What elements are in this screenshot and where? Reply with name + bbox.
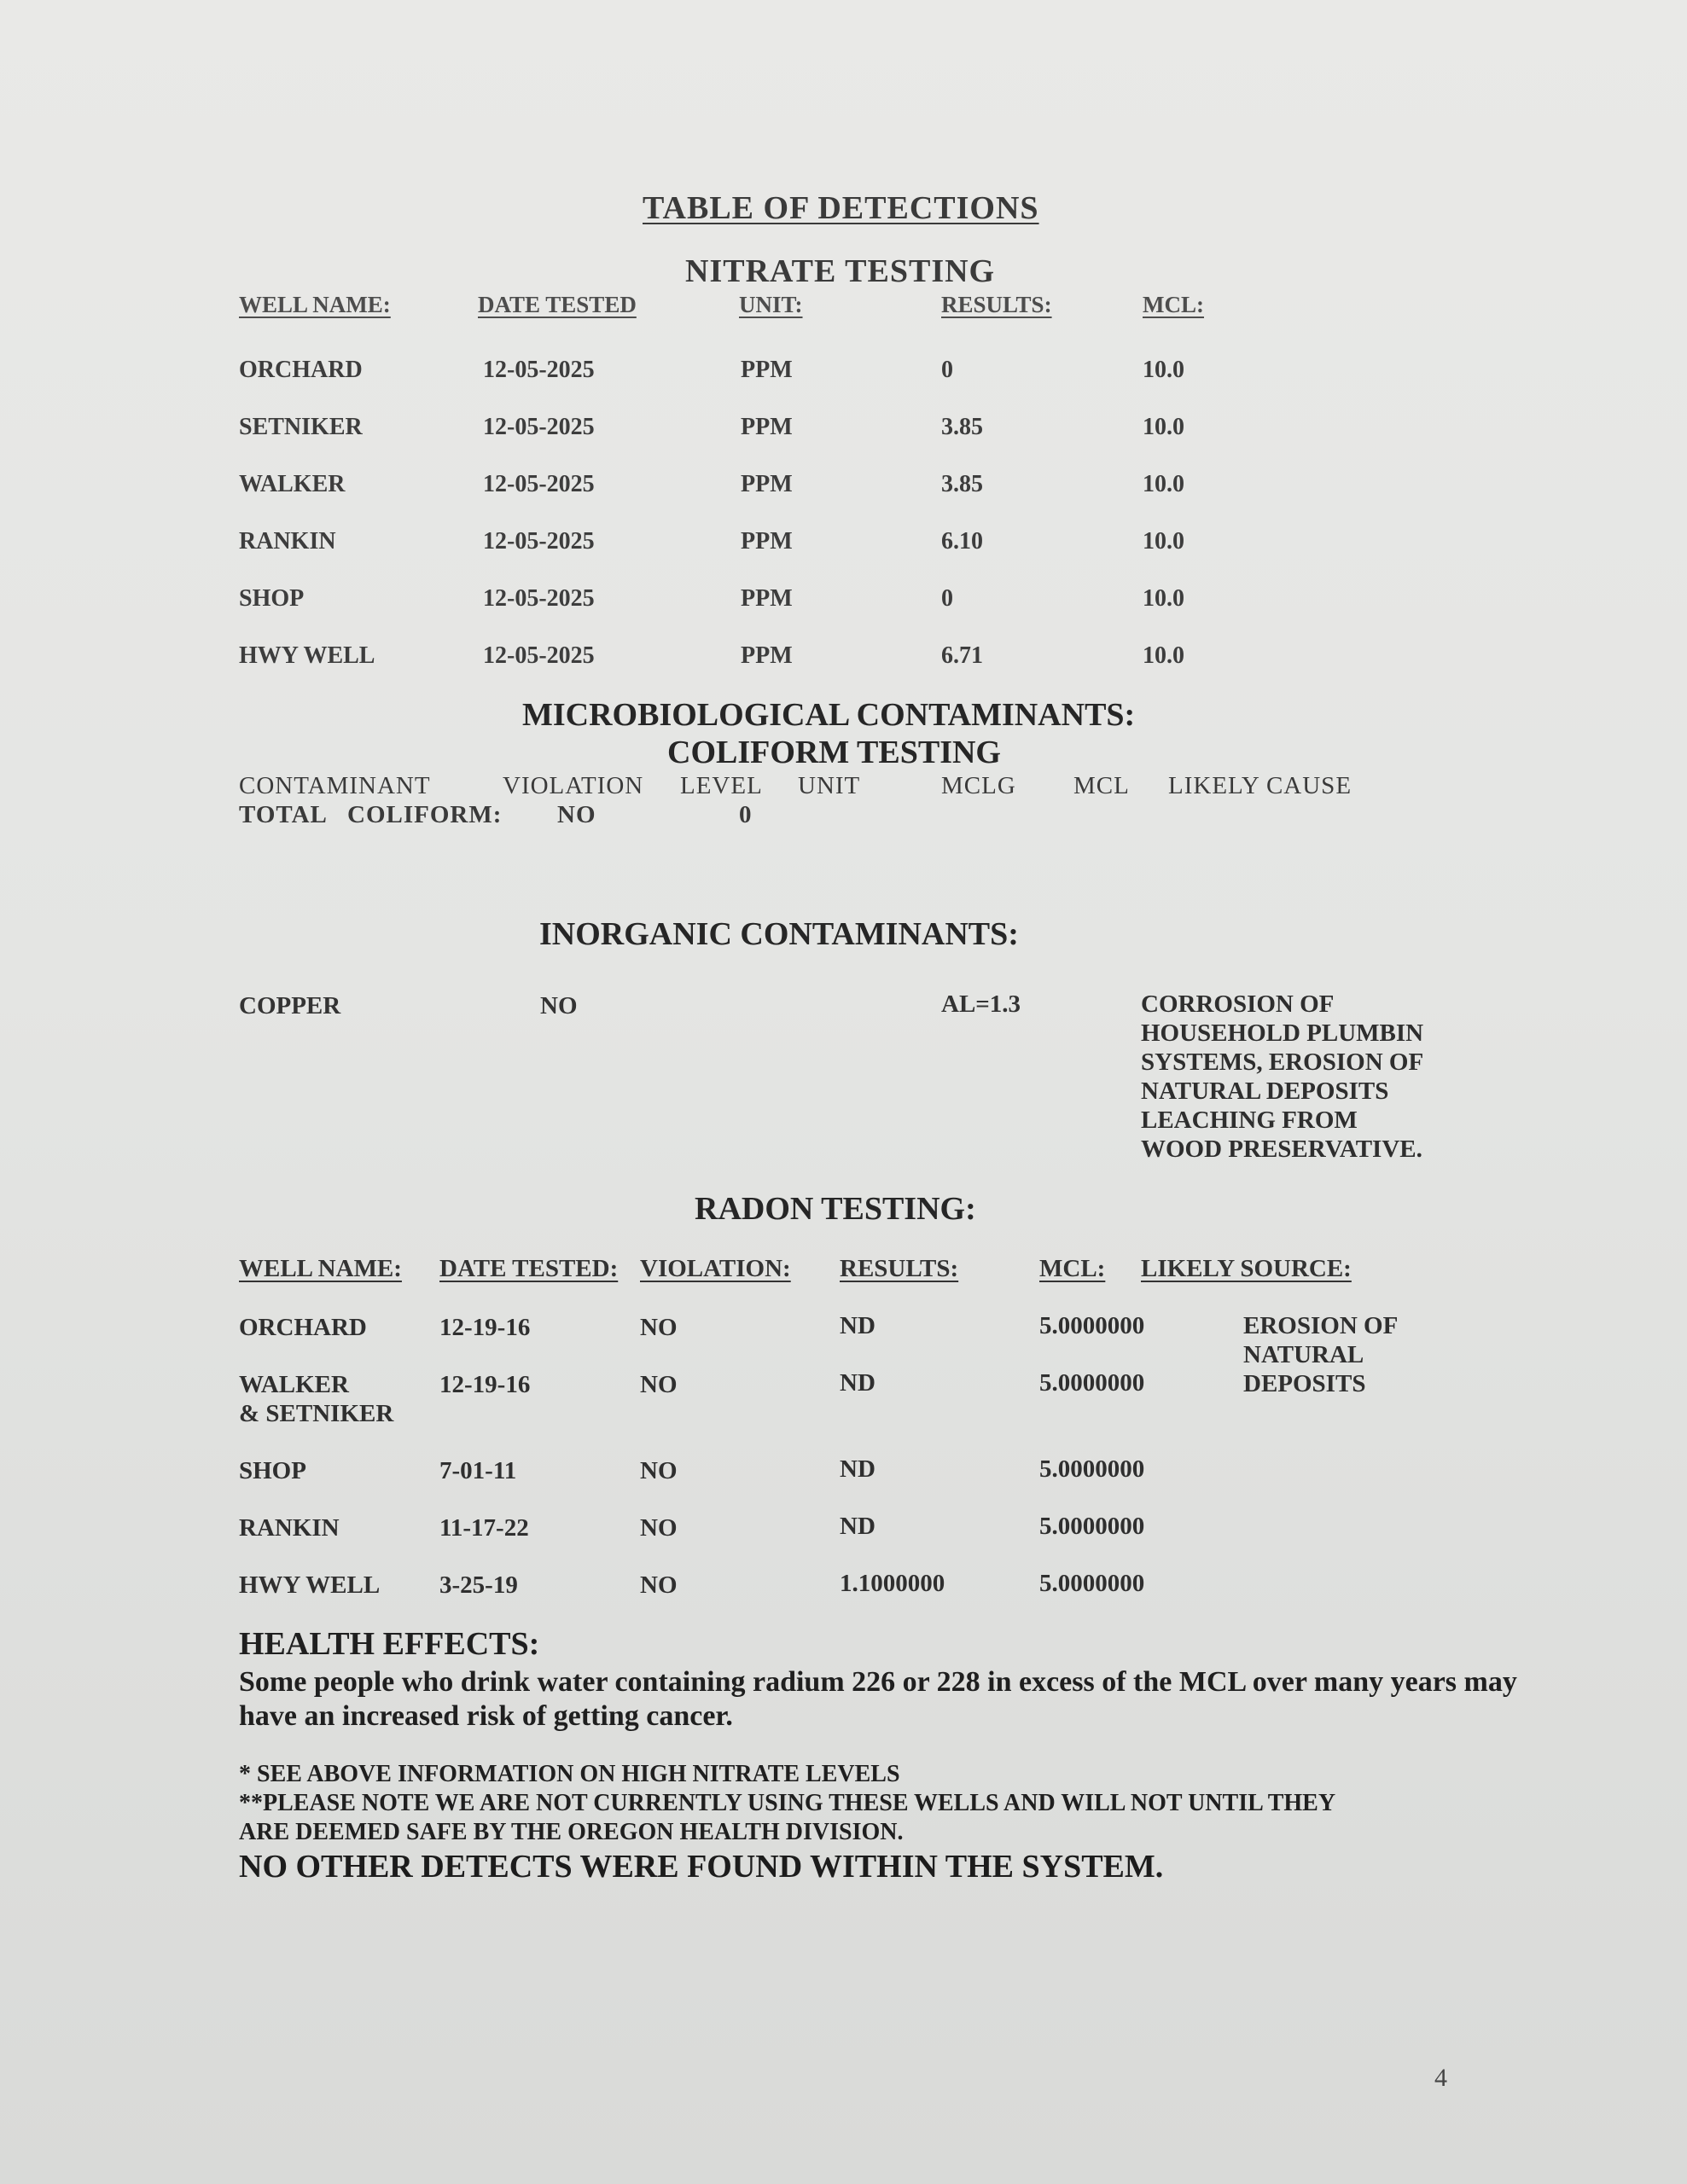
nitrate-note: * SEE ABOVE INFORMATION ON HIGH NITRATE LEVELS bbox=[239, 1761, 900, 1787]
well-name: ORCHARD bbox=[239, 357, 363, 383]
unit: PPM bbox=[741, 528, 793, 555]
well-name: HWY WELL bbox=[239, 642, 375, 669]
unit: PPM bbox=[741, 642, 793, 669]
coliform-col-level: LEVEL bbox=[680, 772, 763, 799]
mcl: 10.0 bbox=[1143, 471, 1184, 497]
result: 3.85 bbox=[941, 471, 983, 497]
cause-line: SYSTEMS, EROSION OF bbox=[1141, 1048, 1424, 1076]
violation: NO bbox=[640, 1514, 678, 1542]
copper-action-level: AL=1.3 bbox=[941, 990, 1021, 1018]
radon-likely-source bbox=[1243, 1311, 1398, 1398]
cause-line: CORROSION OF bbox=[1141, 990, 1335, 1018]
radon-col-mcl: MCL: bbox=[1039, 1255, 1106, 1282]
unit: PPM bbox=[741, 585, 793, 612]
date-tested: 12-05-2025 bbox=[483, 471, 595, 497]
result: 3.85 bbox=[941, 414, 983, 440]
unit: PPM bbox=[741, 471, 793, 497]
date-tested: 12-05-2025 bbox=[483, 357, 595, 383]
radon-col-date: DATE TESTED: bbox=[439, 1255, 619, 1282]
coliform-violation: NO bbox=[557, 801, 596, 828]
well-name: ORCHARD bbox=[239, 1314, 367, 1341]
date-tested: 12-05-2025 bbox=[483, 642, 595, 669]
unit: PPM bbox=[741, 414, 793, 440]
cause-line: NATURAL DEPOSITS bbox=[1141, 1077, 1389, 1105]
cause-line: LEACHING FROM bbox=[1141, 1107, 1358, 1134]
result: 6.10 bbox=[941, 528, 983, 555]
well-name: SHOP bbox=[239, 1457, 306, 1484]
no-other-detects: NO OTHER DETECTS WERE FOUND WITHIN THE SYSTEM. bbox=[239, 1849, 1164, 1885]
unit: PPM bbox=[741, 357, 793, 383]
radon-col-well: WELL NAME: bbox=[239, 1255, 402, 1282]
coliform-col-mcl: MCL bbox=[1073, 772, 1130, 799]
copper-likely-cause bbox=[1141, 990, 1448, 1164]
mcl: 5.0000000 bbox=[1039, 1455, 1145, 1483]
wells-note-continued: ARE DEEMED SAFE BY THE OREGON HEALTH DIVISION. bbox=[239, 1819, 904, 1845]
coliform-col-violation: VIOLATION bbox=[503, 772, 644, 799]
nitrate-col-date: DATE TESTED bbox=[478, 292, 637, 317]
radon-heading: RADON TESTING: bbox=[695, 1191, 976, 1227]
nitrate-heading: NITRATE TESTING bbox=[685, 253, 996, 289]
result: 0 bbox=[941, 585, 953, 612]
date-tested: 12-19-16 bbox=[439, 1314, 531, 1341]
inorganic-heading: INORGANIC CONTAMINANTS: bbox=[539, 916, 1019, 952]
mcl: 10.0 bbox=[1143, 528, 1184, 555]
result: 0 bbox=[941, 357, 953, 383]
well-name: SETNIKER bbox=[239, 414, 363, 440]
well-name: RANKIN bbox=[239, 528, 336, 555]
well-name: HWY WELL bbox=[239, 1571, 381, 1599]
health-effects-text: Some people who drink water containing radium 226 or 228 in excess of the MCL over many years may have an increased risk of getting cancer. bbox=[239, 1666, 1517, 1732]
coliform-level: 0 bbox=[739, 801, 753, 828]
violation: NO bbox=[640, 1371, 678, 1398]
result: 6.71 bbox=[941, 642, 983, 669]
mcl: 10.0 bbox=[1143, 357, 1184, 383]
result: ND bbox=[840, 1312, 875, 1339]
nitrate-col-mcl: MCL: bbox=[1143, 292, 1204, 317]
mcl: 10.0 bbox=[1143, 585, 1184, 612]
date-tested: 12-05-2025 bbox=[483, 414, 595, 440]
mcl: 5.0000000 bbox=[1039, 1312, 1145, 1339]
result: ND bbox=[840, 1369, 875, 1397]
well-name-line-2: & SETNIKER bbox=[239, 1400, 394, 1427]
result: ND bbox=[840, 1513, 875, 1540]
source-line: DEPOSITS bbox=[1243, 1370, 1366, 1397]
mcl: 5.0000000 bbox=[1039, 1513, 1145, 1540]
page-number: 4 bbox=[1434, 2064, 1447, 2092]
health-effects-title: HEALTH EFFECTS: bbox=[239, 1626, 540, 1662]
coliform-col-mclg: MCLG bbox=[941, 772, 1016, 799]
copper-name: COPPER bbox=[239, 992, 341, 1019]
date-tested: 12-05-2025 bbox=[483, 585, 595, 612]
well-name: WALKER bbox=[239, 471, 346, 497]
violation: NO bbox=[640, 1457, 678, 1484]
result: ND bbox=[840, 1455, 875, 1483]
result: 1.1000000 bbox=[840, 1570, 945, 1597]
page-title: TABLE OF DETECTIONS bbox=[643, 190, 1039, 226]
mcl: 5.0000000 bbox=[1039, 1369, 1145, 1397]
date-tested: 12-19-16 bbox=[439, 1371, 531, 1398]
radon-col-violation: VIOLATION: bbox=[640, 1255, 791, 1282]
mcl: 10.0 bbox=[1143, 642, 1184, 669]
wells-note: **PLEASE NOTE WE ARE NOT CURRENTLY USING THESE WELLS AND WILL NOT UNTIL THEY bbox=[239, 1790, 1336, 1816]
nitrate-col-well: WELL NAME: bbox=[239, 292, 391, 317]
coliform-heading: COLIFORM TESTING bbox=[667, 735, 1001, 770]
well-name: WALKER bbox=[239, 1371, 349, 1398]
mcl: 5.0000000 bbox=[1039, 1570, 1145, 1597]
cause-line: WOOD PRESERVATIVE. bbox=[1141, 1136, 1422, 1163]
coliform-contaminant: TOTAL COLIFORM: bbox=[239, 801, 503, 828]
source-line: NATURAL bbox=[1243, 1341, 1364, 1368]
nitrate-col-unit: UNIT: bbox=[739, 292, 803, 317]
date-tested: 3-25-19 bbox=[439, 1571, 518, 1599]
well-name: SHOP bbox=[239, 585, 305, 612]
micro-heading: MICROBIOLOGICAL CONTAMINANTS: bbox=[522, 697, 1136, 733]
well-name: RANKIN bbox=[239, 1514, 340, 1542]
violation: NO bbox=[640, 1571, 678, 1599]
source-line: EROSION OF bbox=[1243, 1312, 1399, 1339]
date-tested: 12-05-2025 bbox=[483, 528, 595, 555]
cause-line: HOUSEHOLD PLUMBIN bbox=[1141, 1019, 1424, 1047]
date-tested: 7-01-11 bbox=[439, 1457, 517, 1484]
radon-col-likely-source: LIKELY SOURCE: bbox=[1141, 1255, 1352, 1282]
date-tested: 11-17-22 bbox=[439, 1514, 529, 1542]
copper-violation: NO bbox=[540, 992, 578, 1019]
coliform-col-likely-cause: LIKELY CAUSE bbox=[1168, 772, 1353, 799]
coliform-col-contaminant: CONTAMINANT bbox=[239, 772, 431, 799]
radon-col-results: RESULTS: bbox=[840, 1255, 959, 1282]
mcl: 10.0 bbox=[1143, 414, 1184, 440]
coliform-col-unit: UNIT bbox=[798, 772, 861, 799]
nitrate-col-results: RESULTS: bbox=[941, 292, 1052, 317]
violation: NO bbox=[640, 1314, 678, 1341]
